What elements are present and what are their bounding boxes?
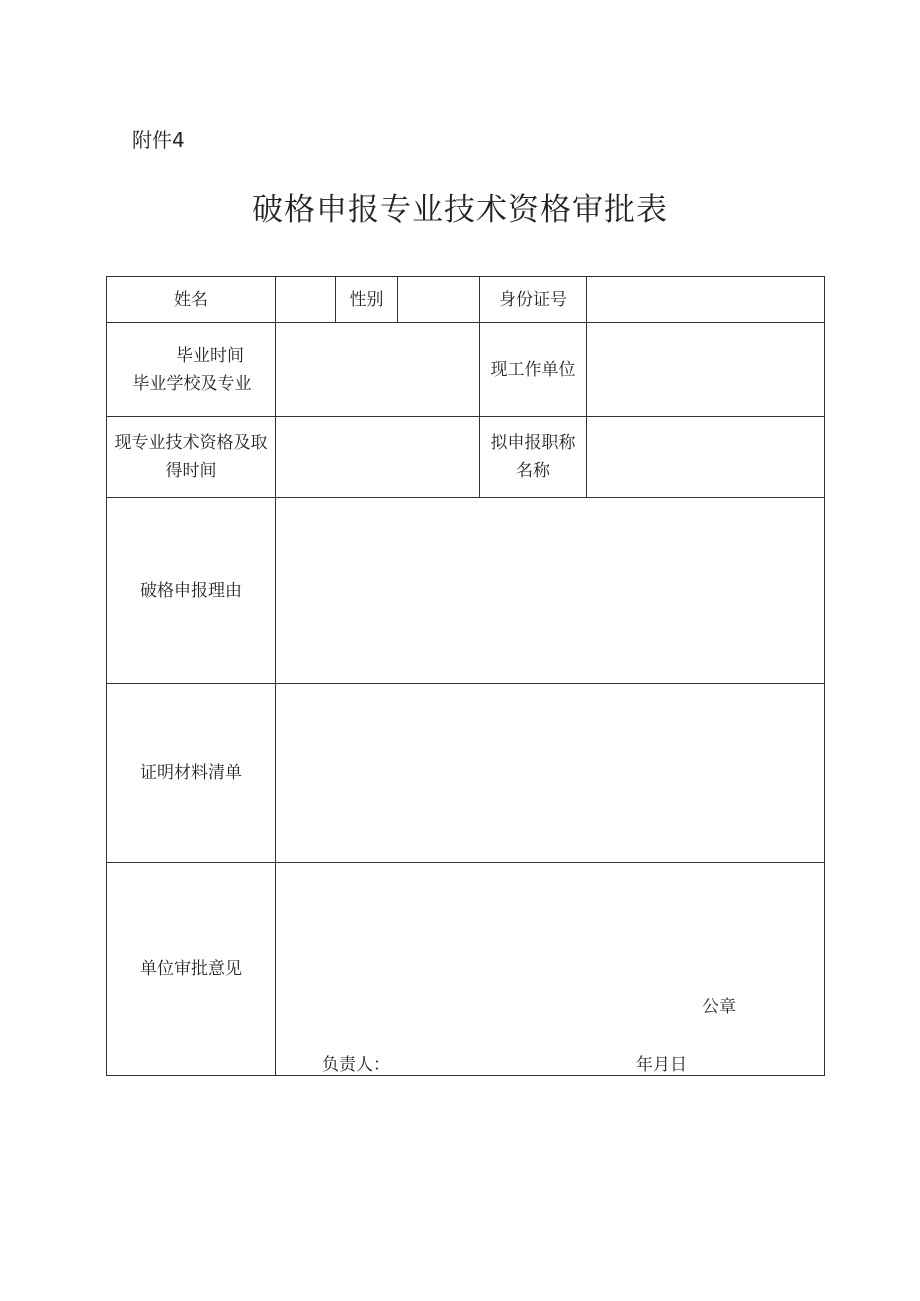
opinion-field[interactable] (276, 863, 825, 1076)
attachment-label: 附件4 (132, 128, 185, 152)
current-qualification-field[interactable] (276, 417, 480, 498)
proposed-title-label-line1: 拟申报职称 (490, 433, 576, 453)
date-label: 年月日 (636, 1055, 687, 1075)
school-major-label: 毕业学校及专业 (132, 373, 252, 394)
seal-label: 公章 (702, 997, 736, 1017)
row-opinion (107, 863, 825, 1076)
proposed-title-label-line2: 名称 (516, 461, 550, 481)
name-field[interactable] (276, 277, 336, 323)
proposed-title-field[interactable] (587, 417, 825, 498)
current-qualification-label (107, 417, 276, 498)
gender-field[interactable] (398, 277, 480, 323)
gender-label: 性别 (336, 277, 398, 323)
graduation-field[interactable] (276, 323, 480, 417)
current-qualification-label-line2: 得时间 (165, 461, 217, 481)
row-basic-info (107, 277, 825, 323)
proposed-title-label (480, 417, 587, 498)
reason-label: 破格申报理由 (107, 498, 276, 684)
id-number-field[interactable] (587, 277, 825, 323)
row-graduation (107, 323, 825, 417)
current-unit-label: 现工作单位 (480, 323, 587, 417)
opinion-label: 单位审批意见 (107, 863, 276, 1076)
graduation-label-cell (107, 323, 276, 417)
principal-label: 负责人： (322, 1055, 390, 1075)
graduation-time-label: 毕业时间 (176, 345, 244, 366)
id-number-label: 身份证号 (480, 277, 587, 323)
reason-field[interactable] (276, 498, 825, 684)
materials-field[interactable] (276, 684, 825, 863)
materials-label: 证明材料清单 (107, 684, 276, 863)
row-reason (107, 498, 825, 684)
row-materials (107, 684, 825, 863)
approval-form-table (106, 276, 825, 1076)
name-label: 姓名 (107, 277, 276, 323)
page-title: 破格申报专业技术资格审批表 (252, 192, 668, 228)
row-qualification (107, 417, 825, 498)
current-unit-field[interactable] (587, 323, 825, 417)
current-qualification-label-line1: 现专业技术资格及取 (114, 433, 268, 453)
